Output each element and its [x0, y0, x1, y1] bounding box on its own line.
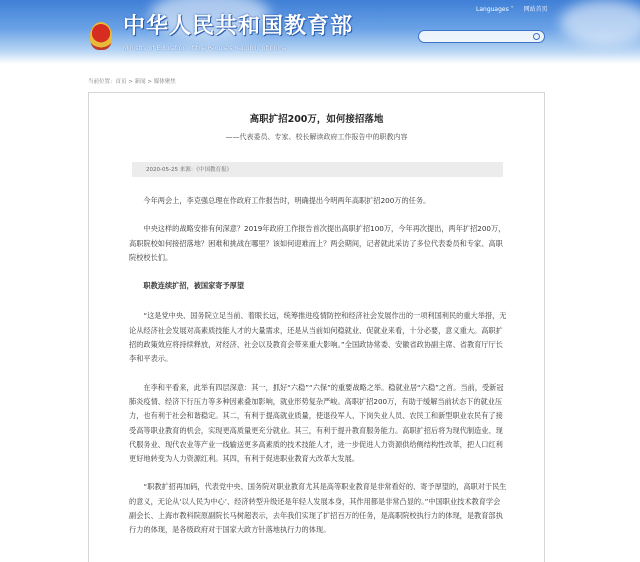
site-header — [0, 0, 640, 64]
languages-dropdown[interactable]: Languages ˅ — [476, 6, 514, 13]
paragraph: 中央这样的战略安排有何深意？2019年政府工作报告首次提出高职扩招100万，今年再次提出，两年扩招200万，高职院校如何接招落地？困难和挑战在哪里？该如何迎难而上？两会期间，记者就此采访了多位代表委员和专家、高职院校校长们。 — [129, 224, 506, 262]
article-subtitle: ——代表委员、专家、校长解读政府工作报告中的职教内容 — [225, 133, 408, 141]
paragraph: “这是党中央、国务院立足当前、着眼长远，统筹推进疫情防控和经济社会发展作出的一项利国利民的重大举措，无论从经济社会发展对高素质技能人才的大量需求，还是从当前如何稳就业、促就业来看，十分必要，意义重大。高职扩招的政策效应将持续释放，对经济、社会以及教育会带来重大影响。”全国政协常委、安徽省政协副主席、省教育厅厅长李和平表示。 — [129, 311, 507, 364]
site-title[interactable]: 中华人民共和国教育部 — [123, 14, 354, 39]
breadcrumb[interactable]: 当前位置：首页 > 新闻 > 媒体聚焦 — [88, 79, 176, 85]
section-heading: 职教连续扩招，被国家寄予厚望 — [143, 281, 245, 291]
search-input[interactable] — [418, 30, 545, 43]
national-emblem-icon — [90, 22, 112, 50]
search-icon[interactable] — [533, 33, 540, 40]
home-link[interactable]: 网站首页 — [523, 6, 548, 13]
article-body — [129, 194, 507, 552]
paragraph: 今年两会上，李克强总理在作政府工作报告时，明确提出今明两年高职扩招200万的任务。 — [143, 196, 431, 205]
top-links — [476, 5, 548, 14]
site-subtitle: Ministry of Education of the People's Republic of China — [123, 45, 287, 52]
cloud-decoration — [560, 0, 640, 45]
paragraph: 在李和平看来，此举有四层深意：其一，抓好“六稳”“六保”的重要战略之举。稳就业居“六稳”之首。当前，受新冠肺炎疫情、经济下行压力等多种因素叠加影响，就业形势复杂严峻。高职扩招200万，有助于缓解当前状态下的就业压力，也有利于社会和谐稳定。其二，有利于提高就业质量，使退役军人、下岗失业人员、农民工和新型职业农民有了接受高等职业教育的机会，实现更高质量更充分就业。其三，有利于提升教育服务能力。高职扩招后将为现代制造业、现代服务业、现代农业等产业一线输送更多高素质的技术技能人才，进一步促进人力资源供给侧结构性改革，把人口红利更好地转变为人力资源红利。其四，有利于促进职业教育大改革大发展。 — [129, 382, 504, 464]
paragraph: “职教扩招再加码，代表党中央、国务院对职业教育尤其是高等职业教育是非常看好的、寄予厚望的，高职对于民生的意义，无论从‘以人民为中心’、经济转型升级还是年轻人发展本身，其作用都是非常凸显的。”中国职业技术教育学会副会长、上海市教科院原副院长马树超表示，去年我们实现了扩招百万的任务，是高职院校执行力的体现，是教育部执行力的体现，是各级政府对于国家大政方针落地执行力的体现。 — [129, 482, 507, 535]
article-container — [88, 92, 545, 562]
article-title: 高职扩招200万，如何接招落地 — [249, 114, 384, 125]
article-meta: 2020-05-25 来源：《中国教育报》 — [132, 162, 503, 177]
